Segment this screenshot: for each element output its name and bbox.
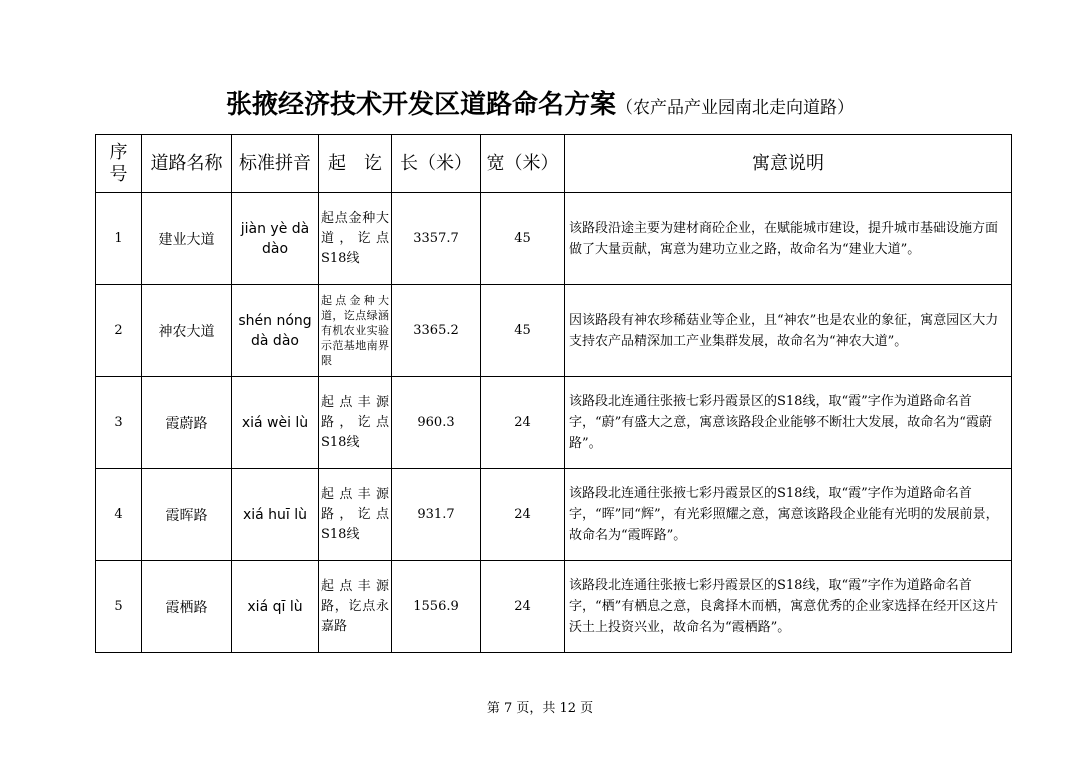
header-range: 起 讫: [319, 135, 392, 193]
cell-length: 931.7: [392, 469, 481, 561]
cell-width: 45: [481, 193, 565, 285]
cell-meaning: 该路段北连通往张掖七彩丹霞景区的S18线，取“霞”字作为道路命名首字，“蔚”有盛大之意，寓意该路段企业能够不断壮大发展，故命名为“霞蔚路”。: [565, 377, 1012, 469]
cell-index: 4: [96, 469, 142, 561]
page-title: [0, 84, 1080, 121]
header-meaning: 寓意说明: [565, 135, 1012, 193]
cell-width: 45: [481, 285, 565, 377]
page-footer: 第 7 页，共 12 页: [486, 701, 594, 716]
cell-road-name: 霞栖路: [142, 561, 232, 653]
title-subtitle: （农产品产业园南北走向道路）: [616, 98, 854, 118]
cell-width: 24: [481, 377, 565, 469]
cell-index: 5: [96, 561, 142, 653]
cell-range: 起点金种大道，讫点绿涵有机农业实验示范基地南界限: [319, 285, 392, 377]
title-main: 张掖经济技术开发区道路命名方案: [225, 90, 616, 120]
cell-meaning: 因该路段有神农珍稀菇业等企业，且“神农”也是农业的象征，寓意园区大力支持农产品精深加工产业集群发展，故命名为“神农大道”。: [565, 285, 1012, 377]
cell-pinyin: xiá wèi lù: [232, 377, 319, 469]
header-width: 宽（米）: [481, 135, 565, 193]
cell-pinyin: xiá qī lù: [232, 561, 319, 653]
cell-range: 起点金种大道，讫点S18线: [319, 193, 392, 285]
cell-width: 24: [481, 561, 565, 653]
table-row: [96, 561, 1012, 653]
cell-width: 24: [481, 469, 565, 561]
cell-length: 3365.2: [392, 285, 481, 377]
cell-road-name: 神农大道: [142, 285, 232, 377]
cell-index: 1: [96, 193, 142, 285]
cell-length: 1556.9: [392, 561, 481, 653]
road-naming-table: [95, 134, 1012, 653]
table-row: [96, 469, 1012, 561]
header-index: 序号: [96, 135, 142, 193]
cell-range: 起点丰源路，讫点永嘉路: [319, 561, 392, 653]
cell-meaning: 该路段沿途主要为建材商砼企业，在赋能城市建设，提升城市基础设施方面做了大量贡献，寓意为建功立业之路，故命名为“建业大道”。: [565, 193, 1012, 285]
cell-meaning: 该路段北连通往张掖七彩丹霞景区的S18线，取“霞”字作为道路命名首字，“栖”有栖息之意，良禽择木而栖，寓意优秀的企业家选择在经开区这片沃土上投资兴业，故命名为“霞栖路”。: [565, 561, 1012, 653]
cell-pinyin: shén nóng dà dào: [232, 285, 319, 377]
cell-range: 起点丰源路，讫点S18线: [319, 469, 392, 561]
table-header-row: [96, 135, 1012, 193]
cell-length: 960.3: [392, 377, 481, 469]
header-pinyin: 标准拼音: [232, 135, 319, 193]
header-length: 长（米）: [392, 135, 481, 193]
cell-index: 3: [96, 377, 142, 469]
table-row: [96, 285, 1012, 377]
cell-road-name: 建业大道: [142, 193, 232, 285]
cell-range: 起点丰源路，讫点S18线: [319, 377, 392, 469]
cell-road-name: 霞晖路: [142, 469, 232, 561]
cell-length: 3357.7: [392, 193, 481, 285]
cell-pinyin: xiá huī lù: [232, 469, 319, 561]
cell-road-name: 霞蔚路: [142, 377, 232, 469]
cell-pinyin: jiàn yè dà dào: [232, 193, 319, 285]
table-row: [96, 193, 1012, 285]
table-row: [96, 377, 1012, 469]
cell-meaning: 该路段北连通往张掖七彩丹霞景区的S18线，取“霞”字作为道路命名首字，“晖”同“辉”，有光彩照耀之意，寓意该路段企业能有光明的发展前景，故命名为“霞晖路”。: [565, 469, 1012, 561]
header-road-name: 道路名称: [142, 135, 232, 193]
cell-index: 2: [96, 285, 142, 377]
